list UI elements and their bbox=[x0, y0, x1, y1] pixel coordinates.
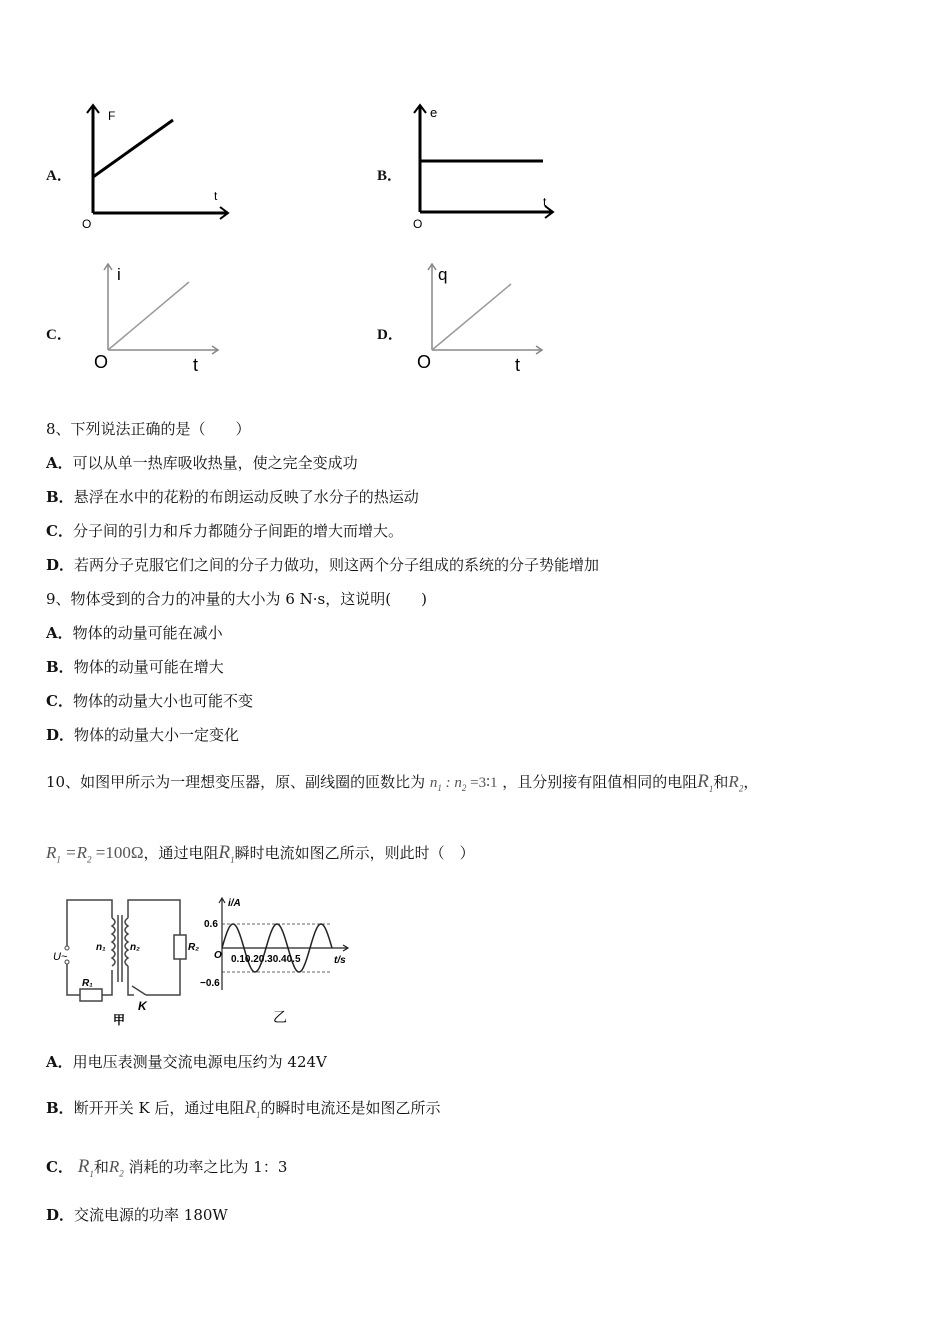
option-label: C． bbox=[46, 522, 73, 540]
circuit-diagram bbox=[50, 890, 200, 1030]
option-text: 物体的动量可能在减小 bbox=[72, 624, 223, 642]
option-label: B． bbox=[46, 1099, 74, 1117]
option-text: 若两分子克服它们之间的分子力做功，则这两个分子组成的系统的分子势能增加 bbox=[74, 556, 600, 574]
option-text: 物体的动量大小一定变化 bbox=[74, 726, 240, 744]
question-9-option-c bbox=[46, 691, 253, 711]
and-text: 和 bbox=[713, 773, 729, 791]
graph-c-line bbox=[108, 282, 189, 350]
graph-c bbox=[88, 258, 238, 378]
y-tick-top: 0.6 bbox=[204, 919, 218, 930]
option-text: 分子间的引力和斥力都随分子间距的增大而增大。 bbox=[72, 522, 403, 540]
graph-a-line bbox=[93, 120, 173, 177]
graph-c-y-label: i bbox=[117, 265, 121, 284]
graph-x-label: t/s bbox=[334, 955, 346, 966]
option-label: D． bbox=[46, 1206, 75, 1224]
graph-origin: O bbox=[214, 950, 222, 961]
option-label: C． bbox=[46, 1158, 73, 1176]
stem-text: ，通过电阻 bbox=[143, 844, 219, 862]
graph-caption: 乙 bbox=[273, 1009, 287, 1025]
circuit-caption: 甲 bbox=[113, 1013, 126, 1027]
graph-c-x-label: t bbox=[193, 355, 199, 375]
option-text: 用电压表测量交流电源电压约为 424V bbox=[72, 1053, 327, 1071]
graph-d-y-label: q bbox=[438, 265, 448, 284]
graph-d bbox=[412, 258, 562, 378]
option-text: 物体的动量可能在增大 bbox=[73, 658, 224, 676]
graph-b bbox=[405, 100, 565, 235]
option-c-label: C． bbox=[46, 327, 72, 343]
question-8-option-c bbox=[46, 521, 403, 541]
resistor-r2 bbox=[174, 935, 186, 959]
option-b-label: B． bbox=[377, 168, 403, 184]
option-text: 的瞬时电流还是如图乙所示 bbox=[260, 1099, 441, 1117]
stem-text: 10、如图甲所示为一理想变压器，原、副线圈的匝数比为 bbox=[46, 773, 426, 791]
question-8-option-a bbox=[46, 453, 358, 473]
question-10-option-d bbox=[46, 1205, 228, 1225]
question-10-option-c bbox=[46, 1157, 287, 1184]
n1-label: n₁ bbox=[96, 942, 106, 953]
graph-a bbox=[78, 100, 238, 235]
option-text: 交流电源的功率 180W bbox=[74, 1206, 228, 1224]
turns-ratio-formula: $n_1$ : $n_2$ =3∶1 bbox=[429, 775, 498, 793]
option-label: A． bbox=[46, 1053, 73, 1071]
option-text: 可以从单一热库吸收热量，使之完全变成功 bbox=[72, 454, 358, 472]
graph-a-x-label: t bbox=[214, 189, 218, 203]
ratio-value: =3∶1 bbox=[470, 775, 498, 791]
r1-symbol: $R_1$ bbox=[244, 1097, 261, 1120]
option-a-label: A． bbox=[46, 168, 72, 184]
graph-b-x-label: t bbox=[543, 195, 547, 209]
r2-label: R₂ bbox=[188, 942, 200, 953]
graph-d-line bbox=[432, 284, 511, 350]
question-9-stem: 9、物体受到的合力的冲量的大小为 6 N·s，这说明( ) bbox=[46, 590, 427, 608]
option-label: D． bbox=[46, 556, 75, 574]
option-text: 断开开关 K 后，通过电阻 bbox=[73, 1099, 245, 1117]
option-label: D． bbox=[46, 726, 75, 744]
resistor-r1 bbox=[80, 989, 102, 1001]
question-8-stem: 8、下列说法正确的是（ ） bbox=[46, 420, 251, 438]
current-graph bbox=[200, 890, 360, 1030]
stem-text: ， bbox=[743, 773, 759, 791]
option-label: C． bbox=[46, 692, 73, 710]
question-9-option-d bbox=[46, 725, 239, 745]
option-label: A． bbox=[46, 454, 73, 472]
question-9-option-a bbox=[46, 623, 223, 643]
question-10-option-a bbox=[46, 1052, 327, 1072]
resistance-value: =100Ω bbox=[95, 843, 144, 862]
resistance-formula: $R_1 =R_2 =100\Omega$ bbox=[46, 843, 144, 865]
switch-label: K bbox=[138, 999, 147, 1013]
question-10-option-b bbox=[46, 1098, 441, 1125]
graph-d-x-label: t bbox=[515, 355, 521, 375]
and-text: 和 bbox=[93, 1158, 109, 1176]
y-tick-bottom: −0.6 bbox=[200, 978, 220, 989]
stem-text: 瞬时电流如图乙所示，则此时（ ） bbox=[234, 844, 475, 862]
option-label: B． bbox=[46, 658, 74, 676]
graph-a-y-label: F bbox=[108, 109, 116, 123]
question-8-option-b bbox=[46, 487, 419, 507]
question-8-option-d bbox=[46, 555, 599, 575]
r1-symbol: $R_1$ bbox=[697, 771, 714, 794]
x-ticks: 0.10.20.30.40.5 bbox=[231, 954, 301, 965]
option-text: 消耗的功率之比为 1：3 bbox=[128, 1158, 288, 1176]
n2-label: n₂ bbox=[130, 942, 140, 953]
r2-symbol: $R_2$ bbox=[728, 772, 744, 794]
stem-text: ，且分别接有阻值相同的电阻 bbox=[502, 773, 698, 791]
graph-b-y-label: e bbox=[430, 105, 438, 120]
question-10-stem-line1 bbox=[46, 772, 758, 799]
option-label: B． bbox=[46, 488, 74, 506]
question-9-option-b bbox=[46, 657, 224, 677]
r1-label: R₁ bbox=[82, 978, 93, 989]
switch-k bbox=[132, 986, 146, 995]
option-label: A． bbox=[46, 624, 73, 642]
option-text: 物体的动量大小也可能不变 bbox=[72, 692, 253, 710]
graph-c-origin: O bbox=[94, 352, 109, 372]
graph-b-origin: O bbox=[413, 217, 423, 231]
question-10-stem-line2 bbox=[46, 843, 475, 870]
graph-y-label: i/A bbox=[228, 898, 241, 909]
source-label: U~ bbox=[53, 951, 68, 963]
graph-d-origin: O bbox=[417, 352, 432, 372]
r1-symbol: $R_1$ bbox=[77, 1156, 94, 1179]
option-d-label: D． bbox=[377, 327, 403, 343]
r2-symbol: $R_2$ bbox=[108, 1157, 124, 1179]
option-text: 悬浮在水中的花粉的布朗运动反映了水分子的热运动 bbox=[73, 488, 419, 506]
graph-a-origin: O bbox=[82, 217, 92, 231]
r1-symbol: $R_1$ bbox=[218, 842, 235, 865]
